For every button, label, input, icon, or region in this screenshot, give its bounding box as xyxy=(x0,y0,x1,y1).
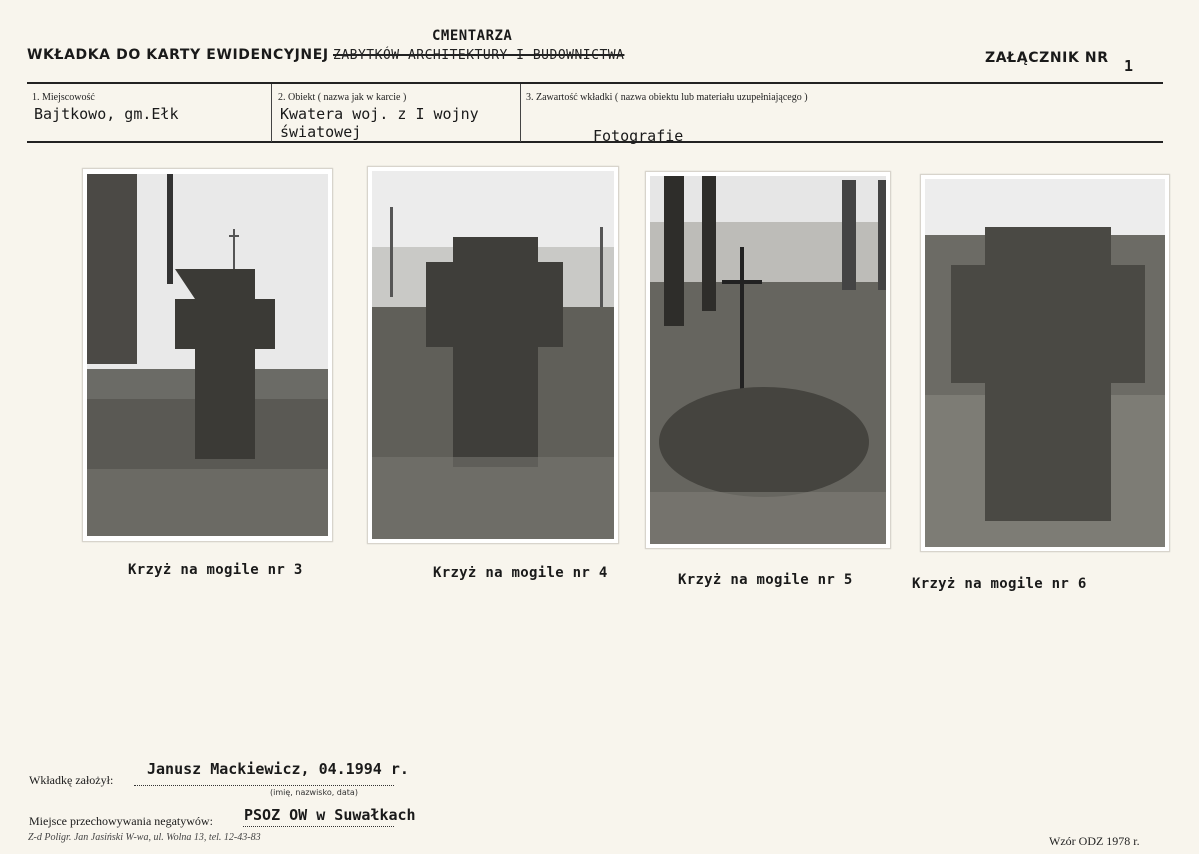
object-label: 2. Obiekt ( nazwa jak w karcie ) xyxy=(278,92,407,103)
stone-cross-photo xyxy=(83,169,332,541)
attachment-number: 1 xyxy=(1124,57,1134,75)
photo-caption-5: Krzyż na mogile nr 5 xyxy=(678,572,853,588)
struck-out-text: ZABYTKÓW ARCHITEKTURY I BUDOWNICTWA xyxy=(333,48,625,63)
object-value-line1: Kwatera woj. z I wojny xyxy=(280,105,479,123)
founder-dotted-line xyxy=(134,785,394,786)
locality-label: 1. Miejscowość xyxy=(32,92,95,103)
object-value-line2: światowej xyxy=(280,123,362,141)
field-divider xyxy=(271,84,272,142)
founder-label: Wkładkę założył: xyxy=(29,773,114,787)
photo-caption-3: Krzyż na mogile nr 3 xyxy=(128,562,303,578)
grave-cross-photo-6 xyxy=(920,174,1170,552)
field-divider xyxy=(520,84,521,142)
storage-label: Miejsce przechowywania negatywów: xyxy=(29,814,213,828)
stone-cross-photo xyxy=(921,175,1169,551)
printer-imprint: Z-d Poligr. Jan Jasiński W-wa, ul. Wolna 13, tel. 12-43-83 xyxy=(28,832,261,843)
locality-value: Bajtkowo, gm.Ełk xyxy=(34,105,179,123)
photo-caption-6: Krzyż na mogile nr 6 xyxy=(912,576,1087,592)
iron-cross-photo xyxy=(646,172,890,548)
founder-value: Janusz Mackiewicz, 04.1994 r. xyxy=(147,760,409,778)
typed-correction: CMENTARZA xyxy=(432,28,513,44)
contents-label: 3. Zawartość wkładki ( nazwa obiektu lub materiału uzupełniającego ) xyxy=(526,92,808,103)
grave-cross-photo-3 xyxy=(82,168,333,542)
storage-dotted-line xyxy=(243,826,394,827)
sheet-title: WKŁADKA DO KARTY EWIDENCYJNEJ xyxy=(27,47,329,63)
stone-cross-photo xyxy=(368,167,618,543)
header-rule-top xyxy=(27,82,1163,84)
contents-value: Fotografie xyxy=(593,127,684,145)
form-code: Wzór ODZ 1978 r. xyxy=(1049,834,1140,848)
founder-hint: (imię, nazwisko, data) xyxy=(270,788,358,797)
attachment-label: ZAŁĄCZNIK NR xyxy=(985,50,1109,66)
grave-cross-photo-4 xyxy=(367,166,619,544)
storage-value: PSOZ OW w Suwałkach xyxy=(244,806,416,824)
photo-caption-4: Krzyż na mogile nr 4 xyxy=(433,565,608,581)
grave-cross-photo-5 xyxy=(645,171,891,549)
